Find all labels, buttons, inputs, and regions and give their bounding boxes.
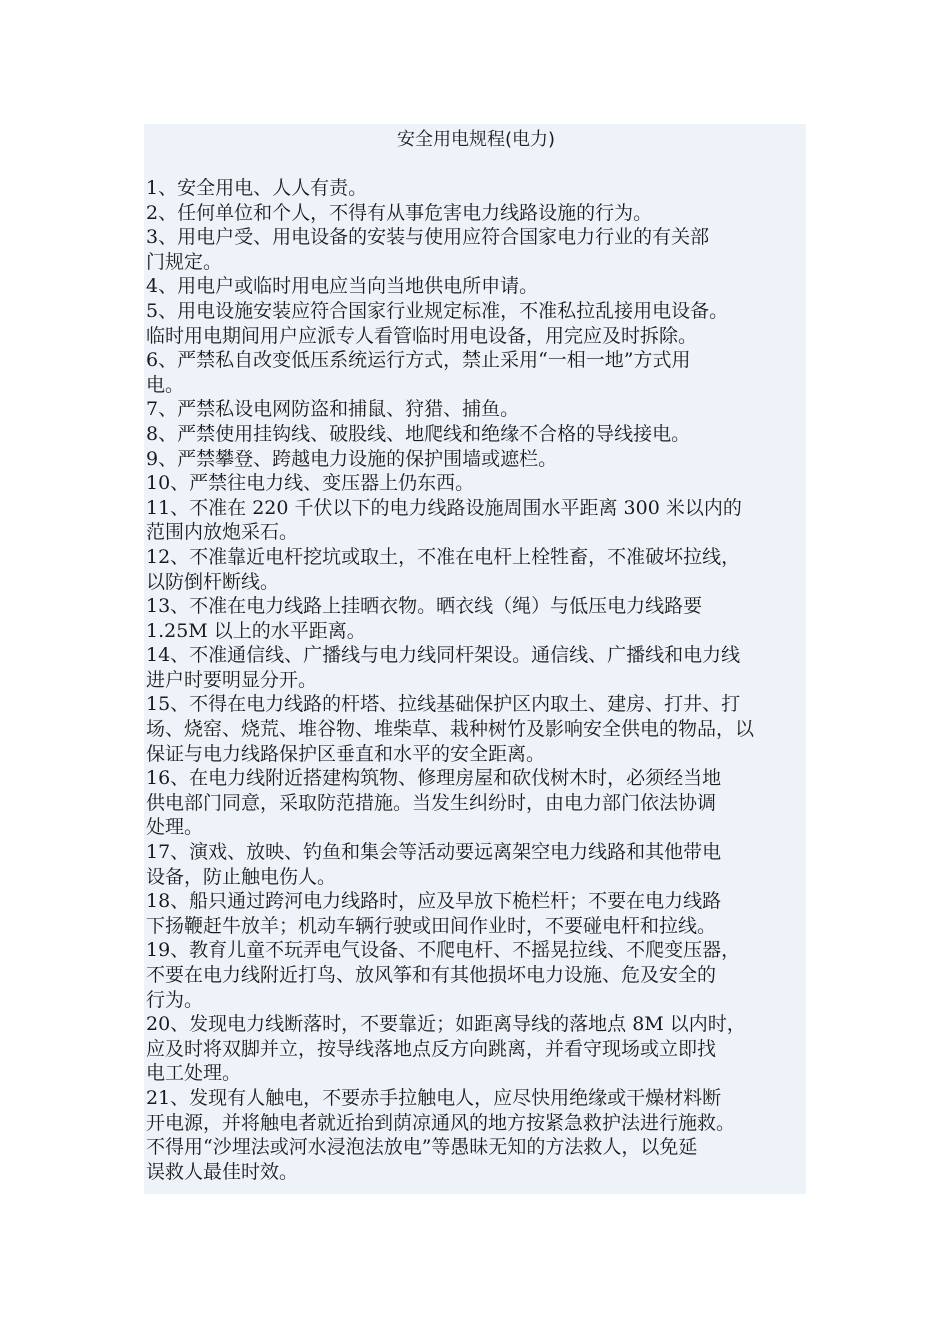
rule-line: 保证与电力线路保护区垂直和水平的安全距离。	[146, 742, 546, 765]
rule-line: 12、不准靠近电杆挖坑或取土，不准在电杆上栓牲畜，不准破坏拉线，	[146, 545, 741, 568]
rule-line: 2、任何单位和个人，不得有从事危害电力线路设施的行为。	[146, 201, 653, 224]
rule-line: 13、不准在电力线路上挂晒衣物。晒衣线（绳）与低压电力线路要	[146, 595, 703, 618]
rule-line: 4、用电户或临时用电应当向当地供电所申请。	[146, 275, 539, 298]
rule-item-20	[146, 1012, 806, 1086]
rule-item-6	[146, 348, 806, 397]
rule-line: 不要在电力线附近打鸟、放风筝和有其他损坏电力设施、危及安全的	[146, 964, 717, 986]
rule-item-17	[146, 840, 806, 889]
rule-line: 电工处理。	[146, 1062, 242, 1085]
rule-item-5	[146, 299, 806, 348]
rule-item-12	[146, 545, 806, 594]
rule-line: 19、教育儿童不玩弄电气设备、不爬电杆、不摇晃拉线、不爬变压器，	[146, 939, 741, 962]
rule-line: 不得用“沙埋法或河水浸泡法放电”等愚昧无知的方法救人，以免延	[146, 1136, 698, 1159]
rule-line: 17、演戏、放映、钓鱼和集会等活动要远离架空电力线路和其他带电	[146, 841, 722, 864]
rule-item-16	[146, 766, 806, 840]
rule-line: 门规定。	[146, 250, 223, 273]
rule-line: 场、烧窑、烧荒、堆谷物、堆柴草、栽种树竹及影响安全供电的物品，以	[146, 718, 755, 741]
rule-line: 18、船只通过跨河电力线路时，应及早放下桅栏杆；不要在电力线路	[146, 890, 722, 913]
rule-line: 行为。	[146, 988, 204, 1011]
rule-item-13	[146, 594, 806, 643]
rule-line: 5、用电设施安装应符合国家行业规定标准，不准私拉乱接用电设备。	[146, 299, 729, 322]
rule-line: 9、严禁攀登、跨越电力设施的保护围墙或遮栏。	[146, 447, 558, 470]
rule-line: 误救人最佳时效。	[146, 1160, 299, 1183]
rule-item-9	[146, 447, 806, 472]
rule-line: 7、严禁私设电网防盗和捕鼠、狩猎、捕鱼。	[146, 398, 520, 421]
rule-line: 设备，防止触电伤人。	[146, 865, 337, 888]
rule-line: 下扬鞭赶牛放羊；机动车辆行驶或田间作业时，不要碰电杆和拉线。	[146, 914, 717, 937]
rule-item-11	[146, 496, 806, 545]
rule-line: 供电部门同意，采取防范措施。当发生纠纷时，由电力部门依法协调	[146, 791, 717, 814]
rule-line: 3、用电户受、用电设备的安装与使用应符合国家电力行业的有关部	[146, 226, 710, 249]
rule-line: 以防倒杆断线。	[146, 570, 280, 593]
rule-item-8	[146, 422, 806, 447]
rule-item-7	[146, 397, 806, 422]
rule-item-1	[146, 176, 806, 201]
rule-item-4	[146, 274, 806, 299]
rule-line: 临时用电期间用户应派专人看管临时用电设备，用完应及时拆除。	[146, 324, 698, 347]
rule-line: 进户时要明显分开。	[146, 668, 318, 691]
rule-item-10	[146, 471, 806, 496]
rule-line: 电。	[146, 373, 185, 396]
rule-line: 16、在电力线附近搭建构筑物、修理房屋和砍伐树木时，必须经当地	[146, 767, 722, 790]
rule-line: 1、安全用电、人人有责。	[146, 177, 368, 199]
rule-line: 8、严禁使用挂钩线、破股线、地爬线和绝缘不合格的导线接电。	[146, 422, 691, 445]
rule-line: 20、发现电力线断落时，不要靠近；如距离导线的落地点 8M 以内时，	[146, 1013, 746, 1036]
document-block	[144, 124, 806, 1194]
rule-item-21	[146, 1086, 806, 1184]
rule-line: 范围内放炮采石。	[146, 521, 299, 544]
rule-line: 6、严禁私自改变低压系统运行方式，禁止采用“一相一地”方式用	[146, 349, 691, 372]
rule-line: 处理。	[146, 816, 204, 839]
rule-item-19	[146, 938, 806, 1012]
rule-line: 开电源，并将触电者就近抬到荫凉通风的地方按紧急救护法进行施救。	[146, 1111, 736, 1134]
rule-line: 1.25M 以上的水平距离。	[146, 619, 366, 642]
rule-item-14	[146, 643, 806, 692]
rule-item-2	[146, 201, 806, 226]
rule-line: 11、不准在 220 千伏以下的电力线路设施周围水平距离 300 米以内的	[146, 496, 742, 519]
rule-line: 15、不得在电力线路的杆塔、拉线基础保护区内取土、建房、打井、打	[146, 693, 741, 716]
title-spacer	[146, 154, 806, 176]
document-title: 安全用电规程(电力)	[396, 129, 556, 150]
rule-item-18	[146, 889, 806, 938]
rules-list	[146, 176, 806, 1184]
rule-line: 21、发现有人触电，不要赤手拉触电人，应尽快用绝缘或干燥材料断	[146, 1086, 722, 1109]
rule-item-3	[146, 225, 806, 274]
rule-item-15	[146, 692, 806, 766]
rule-line: 应及时将双脚并立，按导线落地点反方向跳离，并看守现场或立即找	[146, 1037, 717, 1060]
rule-line: 10、严禁往电力线、变压器上仍东西。	[146, 472, 475, 495]
rule-line: 14、不准通信线、广播线与电力线同杆架设。通信线、广播线和电力线	[146, 644, 741, 667]
